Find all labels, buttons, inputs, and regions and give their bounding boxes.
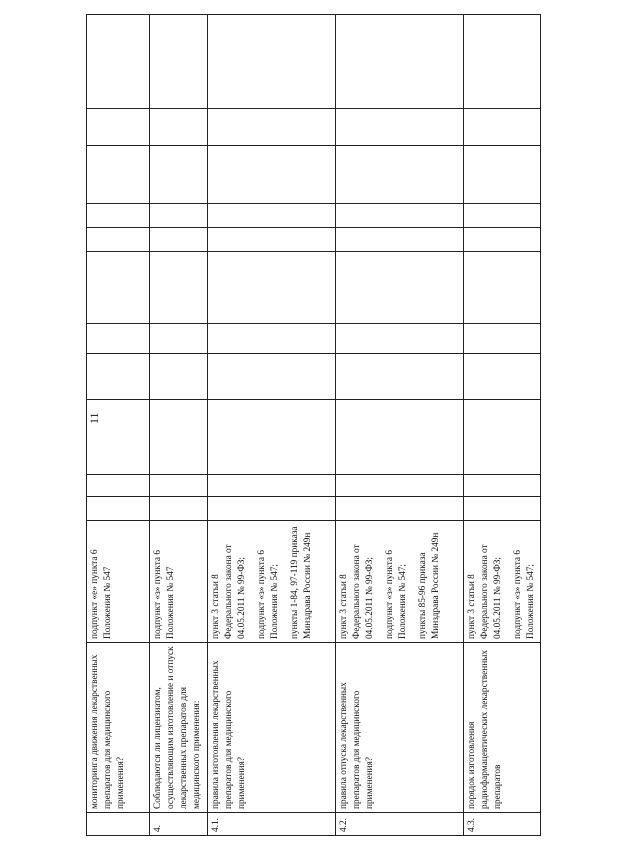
answer-cell bbox=[464, 400, 541, 475]
item-number bbox=[87, 813, 150, 836]
answer-cell bbox=[208, 15, 336, 109]
answer-cell bbox=[150, 228, 208, 252]
answer-cell bbox=[336, 109, 464, 146]
answer-cell bbox=[150, 146, 208, 204]
answer-cell bbox=[150, 475, 208, 497]
answer-cell bbox=[87, 204, 150, 228]
legal-reference: пункт 3 статьи 8 Федерального закона от 04.05.2011 № 99-ФЗ; bbox=[211, 544, 248, 639]
answer-cell bbox=[87, 109, 150, 146]
table-row bbox=[464, 15, 541, 836]
legal-reference: подпункт «e» пункта 6 Положения № 547 bbox=[90, 549, 114, 639]
answer-cell bbox=[87, 400, 150, 475]
check-question: порядок изготовления радиофармацевтических лекарственных препаратов bbox=[464, 643, 541, 813]
table-rotated-wrapper bbox=[86, 16, 536, 836]
answer-cell bbox=[336, 252, 464, 324]
answer-cell bbox=[336, 15, 464, 109]
legal-reference: пункт 3 статьи 8 Федерального закона от 04.05.2011 № 99-ФЗ; bbox=[467, 544, 504, 639]
answer-cell bbox=[208, 324, 336, 354]
answer-cell bbox=[464, 475, 541, 497]
answer-cell bbox=[464, 252, 541, 324]
answer-cell bbox=[208, 475, 336, 497]
answer-cell bbox=[464, 497, 541, 521]
answer-cell bbox=[208, 109, 336, 146]
legal-reference-cell bbox=[87, 521, 150, 643]
legal-reference-cell bbox=[150, 521, 208, 643]
answer-cell bbox=[336, 497, 464, 521]
check-question: правила изготовления лекарственных препаратов для медицинского применения? bbox=[208, 643, 336, 813]
answer-cell bbox=[150, 354, 208, 400]
answer-cell bbox=[208, 228, 336, 252]
item-number: 4. bbox=[150, 813, 208, 836]
check-question: мониторинга движения лекарственных препаратов для медицинского применения? bbox=[87, 643, 150, 813]
legal-reference: пункты 85-96 приказа Минздрава России № 249н bbox=[418, 532, 442, 639]
answer-cell bbox=[208, 146, 336, 204]
item-number: 4.1. bbox=[208, 813, 336, 836]
legal-reference: пункты 1-84, 97-119 приказа Минздрава России № 249н bbox=[290, 526, 314, 639]
table-row bbox=[150, 15, 208, 836]
answer-cell bbox=[150, 324, 208, 354]
answer-cell bbox=[87, 146, 150, 204]
legal-reference: подпункт «з» пункта 6 Положения № 547; bbox=[257, 549, 281, 639]
answer-cell bbox=[150, 400, 208, 475]
answer-cell bbox=[208, 204, 336, 228]
answer-cell bbox=[464, 354, 541, 400]
answer-cell bbox=[464, 228, 541, 252]
answer-cell bbox=[150, 204, 208, 228]
answer-cell bbox=[336, 400, 464, 475]
answer-cell bbox=[87, 497, 150, 521]
legal-reference: подпункт «з» пункта 6 Положения № 547 bbox=[153, 549, 177, 639]
answer-cell bbox=[464, 146, 541, 204]
answer-cell bbox=[87, 354, 150, 400]
answer-cell bbox=[150, 252, 208, 324]
answer-cell bbox=[336, 204, 464, 228]
legal-reference-cell bbox=[464, 521, 541, 643]
answer-cell bbox=[464, 204, 541, 228]
answer-cell bbox=[336, 475, 464, 497]
item-number: 4.3. bbox=[464, 813, 541, 836]
legal-reference: подпункт «з» пункта 6 Положения № 547; bbox=[385, 549, 409, 639]
check-question: Соблюдаются ли лицензиатом, осуществляющим изготовление и отпуск лекарственных препаратов для медицинского применения: bbox=[150, 643, 208, 813]
answer-cell bbox=[150, 497, 208, 521]
answer-cell bbox=[336, 146, 464, 204]
answer-cell bbox=[464, 15, 541, 109]
answer-cell bbox=[87, 475, 150, 497]
answer-cell bbox=[336, 228, 464, 252]
answer-cell bbox=[464, 324, 541, 354]
table-row bbox=[336, 15, 464, 836]
answer-cell bbox=[150, 15, 208, 109]
answer-cell bbox=[208, 400, 336, 475]
check-question: правила отпуска лекарственных препаратов для медицинского применения? bbox=[336, 643, 464, 813]
answer-cell bbox=[87, 324, 150, 354]
legal-reference: пункт 3 статьи 8 Федерального закона от 04.05.2011 № 99-ФЗ; bbox=[339, 544, 376, 639]
checklist-table bbox=[86, 14, 541, 836]
answer-cell bbox=[208, 497, 336, 521]
legal-reference: подпункт «з» пункта 6 Положения № 547; bbox=[513, 549, 537, 639]
answer-cell bbox=[208, 354, 336, 400]
answer-cell bbox=[336, 324, 464, 354]
answer-cell bbox=[87, 228, 150, 252]
answer-cell bbox=[464, 109, 541, 146]
table-row bbox=[87, 15, 150, 836]
answer-cell bbox=[87, 15, 150, 109]
table-row bbox=[208, 15, 336, 836]
answer-cell bbox=[150, 109, 208, 146]
answer-cell bbox=[336, 354, 464, 400]
legal-reference-cell bbox=[208, 521, 336, 643]
answer-cell bbox=[87, 252, 150, 324]
page-number: 11 bbox=[87, 412, 101, 424]
legal-reference-cell bbox=[336, 521, 464, 643]
item-number: 4.2. bbox=[336, 813, 464, 836]
answer-cell bbox=[208, 252, 336, 324]
